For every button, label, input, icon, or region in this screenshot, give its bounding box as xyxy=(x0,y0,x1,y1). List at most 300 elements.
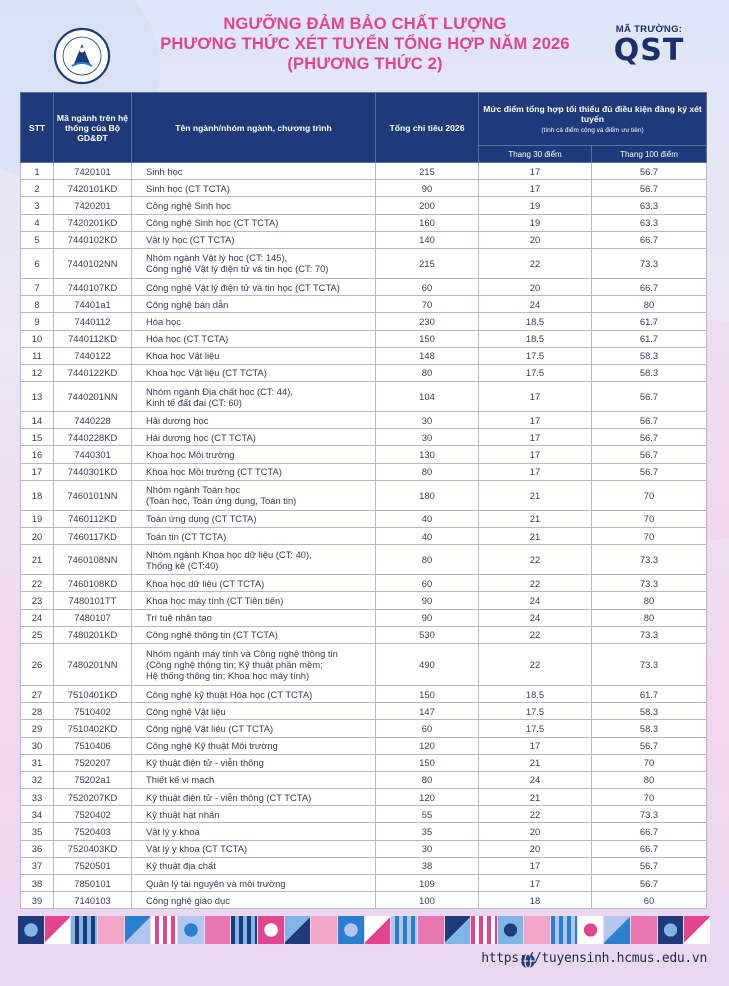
cell-name xyxy=(132,296,376,313)
cell-quota: 120 xyxy=(376,789,479,806)
pattern-tile xyxy=(684,916,710,944)
table-row xyxy=(21,685,707,702)
school-code-value: QST xyxy=(613,33,685,68)
cell-name-line: Nhóm ngành Khoa học dữ liệu (CT: 40), xyxy=(146,548,312,560)
table-row xyxy=(21,296,707,313)
cell-score30: 22 xyxy=(479,248,592,278)
cell-name-line: Vật lý y khoa xyxy=(146,826,200,838)
table-row xyxy=(21,163,707,180)
table-row xyxy=(21,382,707,412)
cell-code: 7440112KD xyxy=(54,330,132,347)
cell-score100: 56.7 xyxy=(592,737,707,754)
table-row xyxy=(21,429,707,446)
cell-score100: 61.7 xyxy=(592,685,707,702)
cell-quota: 80 xyxy=(376,463,479,480)
cell-stt: 37 xyxy=(21,857,54,874)
cell-code: 7440107KD xyxy=(54,278,132,295)
cell-name xyxy=(132,685,376,702)
cell-score30: 17 xyxy=(479,382,592,412)
cell-name-line: Trí tuệ nhân tạo xyxy=(146,612,212,624)
score-group-title: Mức điểm tổng hợp tối thiểu đủ điều kiện đăng ký xét tuyển xyxy=(483,104,702,124)
cell-code: 7440122KD xyxy=(54,364,132,381)
cell-code: 7520402 xyxy=(54,806,132,823)
cell-stt: 20 xyxy=(21,528,54,545)
cell-quota: 150 xyxy=(376,685,479,702)
table-row xyxy=(21,278,707,295)
cell-name xyxy=(132,412,376,429)
cell-stt: 26 xyxy=(21,643,54,685)
table-row xyxy=(21,575,707,592)
pattern-tile xyxy=(338,916,364,944)
cell-quota: 30 xyxy=(376,840,479,857)
pattern-tile xyxy=(578,916,604,944)
cell-code: 7440201NN xyxy=(54,382,132,412)
cell-score100: 60 xyxy=(592,892,707,909)
cell-stt: 32 xyxy=(21,771,54,788)
col-header-score100: Thang 100 điểm xyxy=(592,146,707,163)
cell-quota: 180 xyxy=(376,480,479,510)
cell-code: 7420201 xyxy=(54,197,132,214)
cell-score30: 19 xyxy=(479,214,592,231)
title-line-1: NGƯỠNG ĐẢM BẢO CHẤT LƯỢNG xyxy=(223,15,507,33)
cell-name xyxy=(132,575,376,592)
cell-score30: 17 xyxy=(479,446,592,463)
cell-score30: 21 xyxy=(479,789,592,806)
cell-score100: 70 xyxy=(592,480,707,510)
cell-name xyxy=(132,197,376,214)
cell-name-line: Toán ứng dụng (CT TCTA) xyxy=(146,513,257,525)
cell-quota: 104 xyxy=(376,382,479,412)
table-row xyxy=(21,480,707,510)
cell-score100: 56.7 xyxy=(592,180,707,197)
cell-score100: 61.7 xyxy=(592,313,707,330)
cell-quota: 70 xyxy=(376,296,479,313)
cell-stt: 3 xyxy=(21,197,54,214)
cell-score100: 56.7 xyxy=(592,875,707,892)
cell-name xyxy=(132,382,376,412)
cell-score30: 18.5 xyxy=(479,330,592,347)
cell-quota: 130 xyxy=(376,446,479,463)
cell-score100: 66.7 xyxy=(592,278,707,295)
cell-score30: 17 xyxy=(479,463,592,480)
cell-score100: 70 xyxy=(592,789,707,806)
table-row xyxy=(21,840,707,857)
cell-name-line: Công nghệ Sinh học (CT TCTA) xyxy=(146,217,279,229)
title-line-2: PHƯƠNG THỨC XÉT TUYỂN TỔNG HỢP NĂM 2026 xyxy=(160,35,570,53)
cell-name-line: Hải dương học xyxy=(146,414,209,426)
table-row xyxy=(21,592,707,609)
cell-quota: 35 xyxy=(376,823,479,840)
table-row xyxy=(21,248,707,278)
cell-stt: 14 xyxy=(21,412,54,429)
cell-score30: 17 xyxy=(479,163,592,180)
cell-name xyxy=(132,330,376,347)
cell-quota: 40 xyxy=(376,510,479,527)
cell-stt: 38 xyxy=(21,875,54,892)
cell-score100: 58.3 xyxy=(592,347,707,364)
cell-score100: 80 xyxy=(592,609,707,626)
cell-stt: 21 xyxy=(21,545,54,575)
cell-name-line: Công nghệ Vật lý điện tử và tin học (CT TCTA) xyxy=(146,281,340,293)
pattern-tile xyxy=(365,916,391,944)
cell-quota: 215 xyxy=(376,163,479,180)
cell-name-line: Vật lý y khoa (CT TCTA) xyxy=(146,843,248,855)
cell-score100: 56.7 xyxy=(592,163,707,180)
table-row xyxy=(21,446,707,463)
cell-name xyxy=(132,703,376,720)
table-row xyxy=(21,180,707,197)
cell-score30: 17 xyxy=(479,180,592,197)
cell-stt: 8 xyxy=(21,296,54,313)
cell-stt: 23 xyxy=(21,592,54,609)
cell-name xyxy=(132,446,376,463)
cell-quota: 30 xyxy=(376,429,479,446)
cell-name xyxy=(132,510,376,527)
table-row xyxy=(21,789,707,806)
table-row xyxy=(21,720,707,737)
title-line-3: (PHƯƠNG THỨC 2) xyxy=(287,55,443,73)
cell-stt: 17 xyxy=(21,463,54,480)
cell-name xyxy=(132,823,376,840)
cell-stt: 31 xyxy=(21,754,54,771)
table-row xyxy=(21,330,707,347)
pattern-tile xyxy=(471,916,497,944)
cell-score100: 58.3 xyxy=(592,720,707,737)
cell-score100: 66.7 xyxy=(592,840,707,857)
cell-quota: 147 xyxy=(376,703,479,720)
cell-quota: 60 xyxy=(376,575,479,592)
cell-code: 7440301 xyxy=(54,446,132,463)
cell-stt: 18 xyxy=(21,480,54,510)
cell-code: 7420101 xyxy=(54,163,132,180)
website-url[interactable]: https://tuyensinh.hcmus.edu.vn xyxy=(481,951,707,966)
cell-name-line: Nhóm ngành Địa chất học (CT: 44), xyxy=(146,385,293,397)
cell-code: 7460117KD xyxy=(54,528,132,545)
cell-name-line: Nhóm ngành máy tính và Công nghệ thông tin xyxy=(146,647,338,659)
cell-name xyxy=(132,771,376,788)
cell-code: 7520501 xyxy=(54,857,132,874)
pattern-tile xyxy=(604,916,630,944)
cell-name xyxy=(132,892,376,909)
cell-quota: 80 xyxy=(376,545,479,575)
pattern-tile xyxy=(151,916,177,944)
cell-name xyxy=(132,364,376,381)
cell-score30: 21 xyxy=(479,510,592,527)
cell-score100: 58.3 xyxy=(592,703,707,720)
cell-score100: 80 xyxy=(592,592,707,609)
cell-score100: 80 xyxy=(592,771,707,788)
cell-stt: 39 xyxy=(21,892,54,909)
cell-name xyxy=(132,313,376,330)
cell-name xyxy=(132,463,376,480)
cell-code: 7440122 xyxy=(54,347,132,364)
cell-quota: 90 xyxy=(376,592,479,609)
table-row xyxy=(21,231,707,248)
cell-score100: 73.3 xyxy=(592,806,707,823)
cell-name xyxy=(132,278,376,295)
cell-name xyxy=(132,480,376,510)
cell-score100: 56.7 xyxy=(592,857,707,874)
cell-name xyxy=(132,840,376,857)
cell-quota: 100 xyxy=(376,892,479,909)
cell-name-line: Vật lý học (CT TCTA) xyxy=(146,234,235,246)
cell-score100: 56.7 xyxy=(592,382,707,412)
cell-name-line: Công nghệ kỹ thuật Hóa học (CT TCTA) xyxy=(146,688,313,700)
pattern-tile xyxy=(658,916,684,944)
table-row xyxy=(21,528,707,545)
cell-stt: 36 xyxy=(21,840,54,857)
cell-stt: 28 xyxy=(21,703,54,720)
cell-code: 7440102NN xyxy=(54,248,132,278)
cell-score30: 21 xyxy=(479,528,592,545)
cell-code: 7440102KD xyxy=(54,231,132,248)
cell-name-line: Kinh tế đất đai (CT: 60) xyxy=(146,396,242,408)
cell-quota: 60 xyxy=(376,720,479,737)
cell-score30: 20 xyxy=(479,840,592,857)
cell-code: 7460112KD xyxy=(54,510,132,527)
cell-code: 7510402KD xyxy=(54,720,132,737)
cell-quota: 80 xyxy=(376,364,479,381)
pattern-tile xyxy=(231,916,257,944)
table-row xyxy=(21,806,707,823)
cell-name xyxy=(132,528,376,545)
cell-stt: 33 xyxy=(21,789,54,806)
cell-stt: 30 xyxy=(21,737,54,754)
cell-quota: 30 xyxy=(376,412,479,429)
cell-score100: 56.7 xyxy=(592,463,707,480)
cell-code: 7480101TT xyxy=(54,592,132,609)
cell-name-line: Công nghệ Kỹ thuật Môi trường xyxy=(146,740,278,752)
cell-name-line: Sinh học (CT TCTA) xyxy=(146,182,230,194)
cell-quota: 38 xyxy=(376,857,479,874)
cell-code: 7140103 xyxy=(54,892,132,909)
col-header-score-group xyxy=(479,93,707,146)
cell-name-line: Hệ thống thông tin; Khoa học máy tính) xyxy=(146,669,310,681)
cell-stt: 24 xyxy=(21,609,54,626)
cell-score30: 24 xyxy=(479,609,592,626)
cell-name xyxy=(132,875,376,892)
cell-quota: 530 xyxy=(376,626,479,643)
cell-score30: 20 xyxy=(479,278,592,295)
pattern-tile xyxy=(98,916,124,944)
decorative-pattern-band xyxy=(18,916,710,944)
cell-name xyxy=(132,754,376,771)
cell-stt: 11 xyxy=(21,347,54,364)
cell-quota: 90 xyxy=(376,180,479,197)
table-row xyxy=(21,347,707,364)
cell-name-line: Toán tin (CT TCTA) xyxy=(146,530,227,542)
table-row xyxy=(21,875,707,892)
pattern-tile xyxy=(391,916,417,944)
col-header-name: Tên ngành/nhóm ngành, chương trình xyxy=(132,93,376,163)
cell-stt: 19 xyxy=(21,510,54,527)
table-row xyxy=(21,823,707,840)
cell-name-line: Khoa học Môi trường (CT TCTA) xyxy=(146,466,282,478)
cell-stt: 15 xyxy=(21,429,54,446)
cell-score100: 58.3 xyxy=(592,364,707,381)
cell-score30: 22 xyxy=(479,545,592,575)
cell-name-line: (Công nghệ thông tin; Kỹ thuật phần mềm; xyxy=(146,658,323,670)
cell-name xyxy=(132,592,376,609)
table-row xyxy=(21,197,707,214)
cell-name xyxy=(132,347,376,364)
cell-score30: 20 xyxy=(479,823,592,840)
school-code-label: MÃ TRƯỜNG: xyxy=(615,24,683,35)
cell-quota: 40 xyxy=(376,528,479,545)
cell-score100: 80 xyxy=(592,296,707,313)
cell-score30: 22 xyxy=(479,626,592,643)
pattern-tile xyxy=(285,916,311,944)
table-row xyxy=(21,643,707,685)
cell-name xyxy=(132,609,376,626)
cell-name-line: Công nghệ bán dẫn xyxy=(146,298,229,310)
cell-quota: 55 xyxy=(376,806,479,823)
cell-score30: 17 xyxy=(479,429,592,446)
cell-code: 7440112 xyxy=(54,313,132,330)
cell-code: 7460108NN xyxy=(54,545,132,575)
table-row xyxy=(21,313,707,330)
col-header-stt: STT xyxy=(21,93,54,163)
cell-code: 7420201KD xyxy=(54,214,132,231)
col-header-code: Mã ngành trên hệ thống của Bộ GD&ĐT xyxy=(54,93,132,163)
school-code-box xyxy=(604,24,694,67)
cell-score30: 17 xyxy=(479,857,592,874)
table-body xyxy=(21,163,707,909)
cell-name xyxy=(132,626,376,643)
cell-name-line: Khoa học Vật liệu (CT TCTA) xyxy=(146,367,267,379)
cell-code: 7480107 xyxy=(54,609,132,626)
cell-score30: 18 xyxy=(479,892,592,909)
pattern-tile xyxy=(71,916,97,944)
table-row xyxy=(21,412,707,429)
table-row xyxy=(21,626,707,643)
cell-code: 7510401KD xyxy=(54,685,132,702)
cell-name xyxy=(132,248,376,278)
school-logo xyxy=(52,26,112,86)
table-row xyxy=(21,214,707,231)
cell-score100: 73.3 xyxy=(592,248,707,278)
cell-name-line: Hóa học xyxy=(146,315,181,327)
pattern-tile xyxy=(18,916,44,944)
cell-stt: 29 xyxy=(21,720,54,737)
cell-score30: 24 xyxy=(479,592,592,609)
cell-code: 7510402 xyxy=(54,703,132,720)
cell-score30: 17.5 xyxy=(479,703,592,720)
cell-stt: 35 xyxy=(21,823,54,840)
cell-name-line: Hóa học (CT TCTA) xyxy=(146,333,229,345)
cell-name-line: Công nghệ Vật lý điện tử và tin học (CT: 70) xyxy=(146,263,329,275)
cell-name-line: Quản lý tài nguyên và môi trường xyxy=(146,877,286,889)
cell-name-line: Sinh học xyxy=(146,165,183,177)
pattern-tile xyxy=(258,916,284,944)
cell-code: 7850101 xyxy=(54,875,132,892)
cell-stt: 6 xyxy=(21,248,54,278)
cell-score100: 73.3 xyxy=(592,626,707,643)
cell-score30: 17.5 xyxy=(479,720,592,737)
cell-name-line: Khoa học Vật liệu xyxy=(146,350,220,362)
cell-score100: 63.3 xyxy=(592,214,707,231)
cell-quota: 150 xyxy=(376,754,479,771)
cell-quota: 80 xyxy=(376,771,479,788)
score-group-hint: (tính cả điểm cộng và điểm ưu tiên) xyxy=(541,127,644,134)
cell-code: 7480201KD xyxy=(54,626,132,643)
cell-stt: 10 xyxy=(21,330,54,347)
cell-score100: 70 xyxy=(592,510,707,527)
cell-score30: 20 xyxy=(479,231,592,248)
col-header-quota: Tổng chỉ tiêu 2026 xyxy=(376,93,479,163)
cell-quota: 109 xyxy=(376,875,479,892)
cell-quota: 215 xyxy=(376,248,479,278)
pattern-tile xyxy=(551,916,577,944)
cell-name-line: Khoa học dữ liệu (CT TCTA) xyxy=(146,577,265,589)
cell-stt: 5 xyxy=(21,231,54,248)
cell-quota: 148 xyxy=(376,347,479,364)
cell-score30: 24 xyxy=(479,771,592,788)
cell-score30: 17.5 xyxy=(479,347,592,364)
table-row xyxy=(21,703,707,720)
cell-code: 7420101KD xyxy=(54,180,132,197)
cell-score30: 18.5 xyxy=(479,313,592,330)
col-header-score30: Thang 30 điểm xyxy=(479,146,592,163)
pattern-tile xyxy=(205,916,231,944)
cell-score30: 21 xyxy=(479,480,592,510)
cell-stt: 16 xyxy=(21,446,54,463)
cell-score30: 22 xyxy=(479,643,592,685)
cell-score100: 70 xyxy=(592,754,707,771)
cell-score30: 17.5 xyxy=(479,364,592,381)
cell-name xyxy=(132,720,376,737)
cell-name-line: Công nghệ Vật liệu xyxy=(146,705,226,717)
pattern-tile xyxy=(178,916,204,944)
cell-quota: 150 xyxy=(376,330,479,347)
cell-code: 7520403KD xyxy=(54,840,132,857)
cell-quota: 160 xyxy=(376,214,479,231)
table-row xyxy=(21,609,707,626)
admission-table xyxy=(20,92,707,909)
cell-name xyxy=(132,806,376,823)
cell-score100: 73.3 xyxy=(592,575,707,592)
cell-stt: 27 xyxy=(21,685,54,702)
cell-stt: 25 xyxy=(21,626,54,643)
pattern-tile xyxy=(498,916,524,944)
cell-name-line: Hải dương học (CT TCTA) xyxy=(146,431,256,443)
cell-score30: 17 xyxy=(479,737,592,754)
admission-table-wrapper xyxy=(20,92,706,909)
cell-quota: 490 xyxy=(376,643,479,685)
cell-code: 7520207 xyxy=(54,754,132,771)
cell-name xyxy=(132,857,376,874)
cell-code: 7510406 xyxy=(54,737,132,754)
header xyxy=(0,0,729,92)
pattern-tile xyxy=(125,916,151,944)
cell-score30: 17 xyxy=(479,412,592,429)
table-row xyxy=(21,364,707,381)
table-row xyxy=(21,737,707,754)
cell-name xyxy=(132,737,376,754)
cell-stt: 34 xyxy=(21,806,54,823)
table-row xyxy=(21,545,707,575)
cell-quota: 120 xyxy=(376,737,479,754)
table-row xyxy=(21,510,707,527)
cell-score100: 63.3 xyxy=(592,197,707,214)
cell-name xyxy=(132,545,376,575)
cell-code: 7440228KD xyxy=(54,429,132,446)
table-row xyxy=(21,771,707,788)
cell-code: 75202a1 xyxy=(54,771,132,788)
cell-name xyxy=(132,789,376,806)
cell-score100: 61.7 xyxy=(592,330,707,347)
cell-name-line: Nhóm ngành Toán học xyxy=(146,484,241,496)
